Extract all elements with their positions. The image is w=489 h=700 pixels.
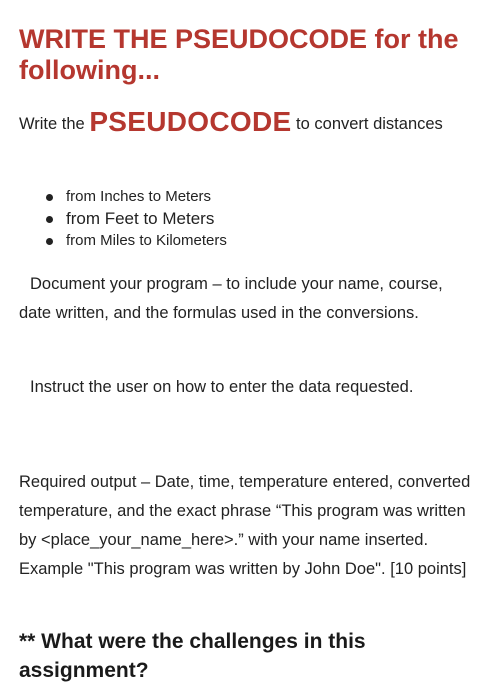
conversion-label: from Feet to Meters	[66, 209, 215, 228]
conversion-item	[46, 208, 227, 230]
bullet-icon	[46, 238, 53, 245]
required-output: Required output – Date, time, temperature entered, converted temperature, and the exact phrase “This program was written by <place_your_name_here>.” with your name inserted. Example "This program was written by John Doe". [10 points]	[19, 473, 471, 578]
assignment-title: WRITE THE PSEUDOCODE for the following...	[19, 24, 459, 85]
challenges-question: ** What were the challenges in this assignment?	[19, 630, 366, 682]
intro-prefix: Write the	[19, 115, 90, 133]
conversion-list	[46, 186, 227, 252]
conversion-label: from Miles to Kilometers	[66, 232, 227, 249]
bullet-icon	[46, 194, 53, 201]
bullet-icon	[46, 216, 53, 223]
intro-text	[19, 108, 469, 138]
intro-suffix: to convert distances	[291, 115, 443, 133]
conversion-label: from Inches to Meters	[66, 188, 212, 205]
conversion-item	[46, 186, 227, 208]
document-instructions: Document your program – to include your name, course, date written, and the formulas used in the conversions.	[19, 275, 443, 322]
intro-emphasis: PSEUDOCODE	[89, 106, 292, 137]
user-instructions: Instruct the user on how to enter the data requested.	[30, 378, 414, 396]
conversion-item	[46, 230, 227, 252]
